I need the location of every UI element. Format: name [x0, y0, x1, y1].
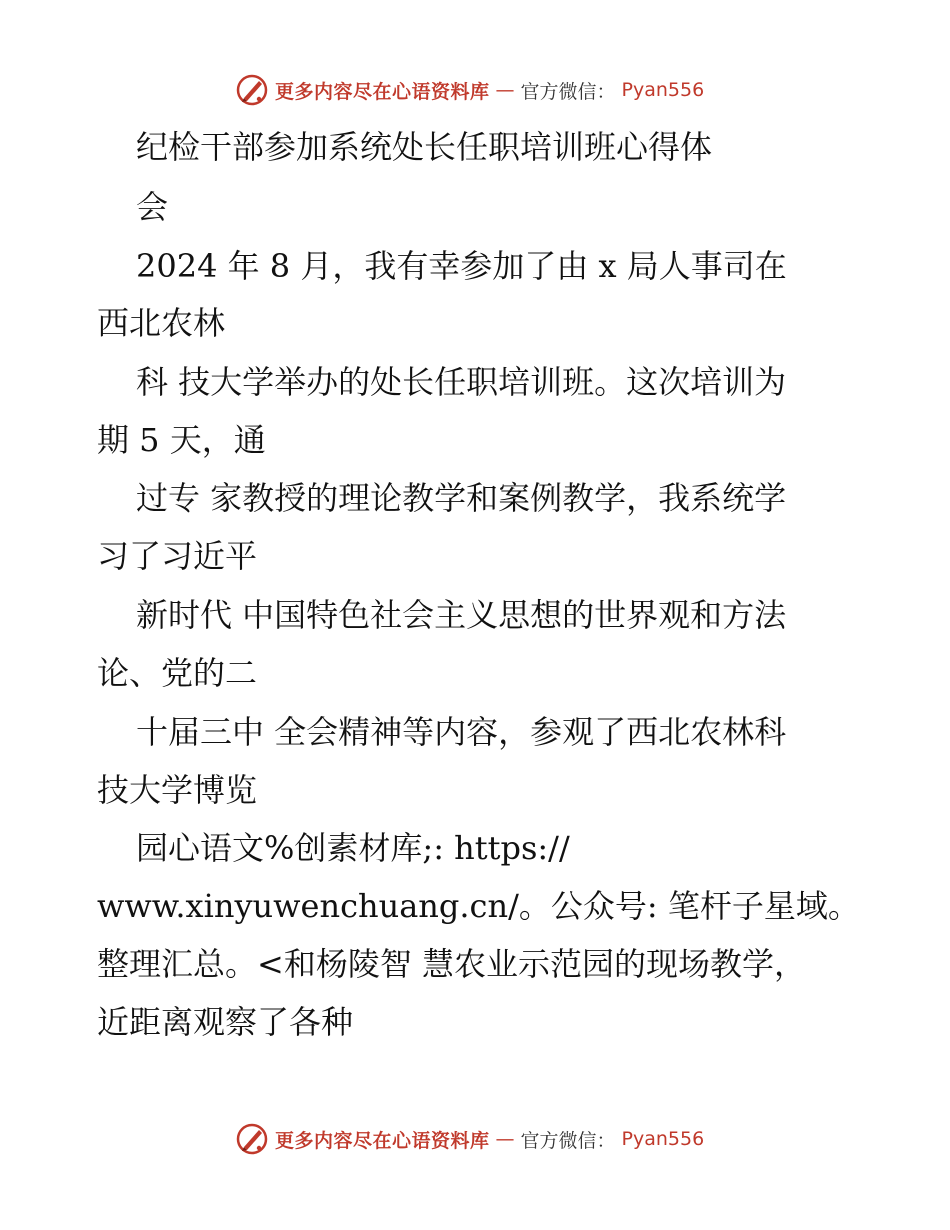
quill-pen-logo-icon	[235, 73, 269, 107]
body-text-line: 园心语文%创素材库;: https://	[136, 829, 570, 867]
body-text-line: 习了习近平	[97, 537, 258, 575]
document-title-line-1: 纪检干部参加系统处长任职培训班心得体	[136, 128, 713, 166]
body-text-line: 过专 家教授的理论教学和案例教学，我系统学	[136, 479, 787, 517]
footer-watermark	[235, 1122, 715, 1156]
watermark-id-text: Pyan556	[621, 79, 705, 101]
body-text-line: 十届三中 全会精神等内容，参观了西北农林科	[136, 713, 787, 751]
body-text-line: 整理汇总。<和杨陵智 慧农业示范园的现场教学，	[97, 945, 806, 983]
body-text-line: 技大学博览	[97, 771, 258, 809]
body-text-line: 近距离观察了各种	[97, 1003, 354, 1041]
body-text-line: 新时代 中国特色社会主义思想的世界观和方法	[136, 596, 787, 634]
watermark-main-text: 更多内容尽在心语资料库	[275, 80, 490, 103]
watermark-id-text: Pyan556	[621, 1128, 705, 1150]
body-text-line: 2024 年 8 月，我有幸参加了由 x 局人事司在	[136, 247, 787, 285]
watermark-sub-text: 官方微信：	[520, 80, 616, 103]
body-text-line: 西北农林	[97, 304, 226, 342]
watermark-sub-text: 官方微信：	[520, 1129, 616, 1152]
header-watermark	[235, 73, 715, 107]
watermark-dash: —	[495, 1128, 515, 1150]
quill-pen-logo-icon	[235, 1122, 269, 1156]
body-text-line: 科 技大学举办的处长任职培训班。这次培训为	[136, 363, 787, 401]
document-title-line-2: 会	[136, 188, 169, 226]
watermark-main-text: 更多内容尽在心语资料库	[275, 1129, 490, 1152]
body-text-line: www.xinyuwenchuang.cn/。公众号: 笔杆子星域。	[97, 887, 860, 925]
watermark-dash: —	[495, 79, 515, 101]
body-text-line: 期 5 天，通	[97, 421, 266, 459]
body-text-line: 论、党的二	[97, 654, 258, 692]
